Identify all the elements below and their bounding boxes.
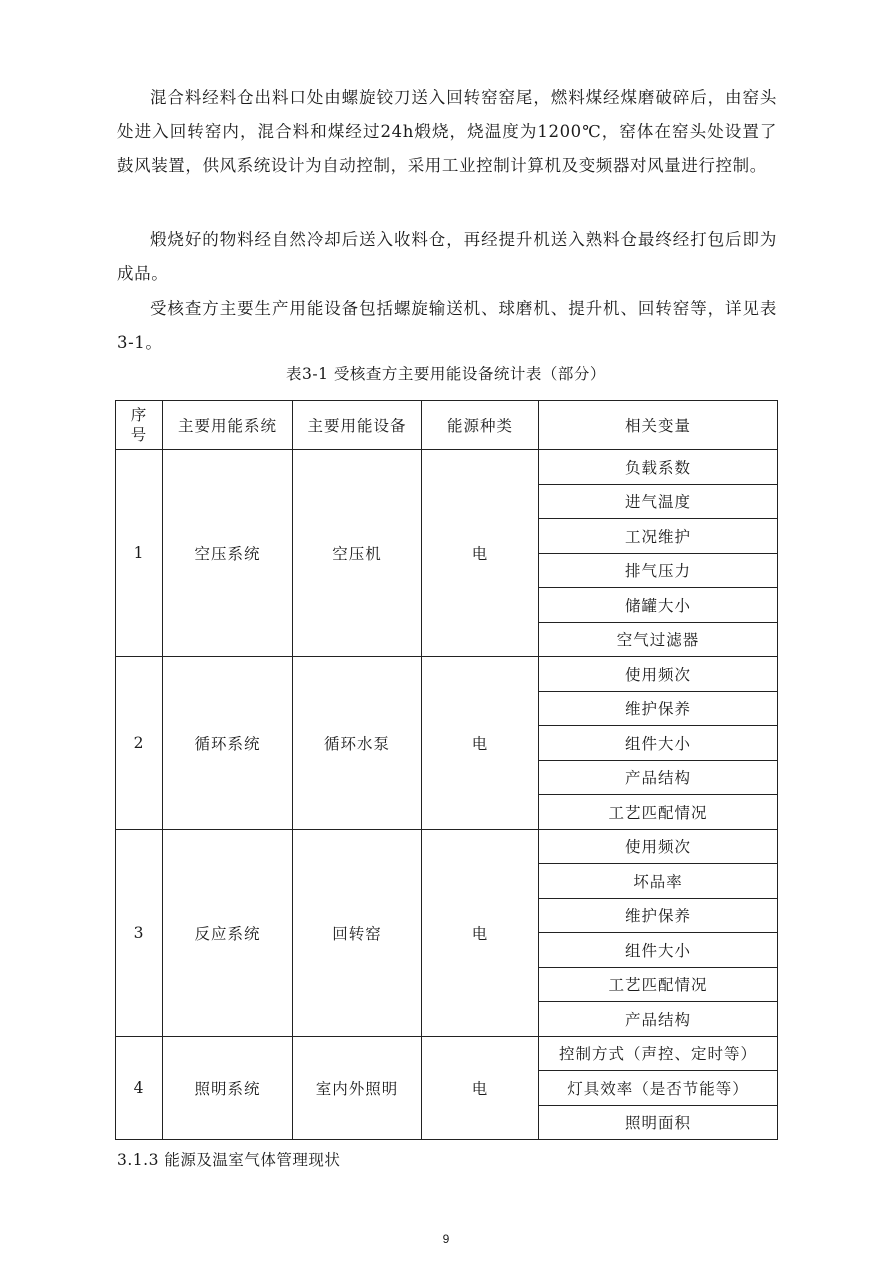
paragraph-process: 混合料经料仓出料口处由螺旋铰刀送入回转窑窑尾，燃料煤经煤磨破碎后，由窑头处进入回转窑内，混合料和煤经过24h煅烧，烧温度为1200℃，窑体在窑头处设置了鼓风装置，供风系统设计为自动控制，采用工业控制计算机及变频器对风量进行控制。 bbox=[117, 88, 777, 175]
cell-variable: 进气温度 bbox=[539, 484, 778, 519]
cell-variable: 工艺匹配情况 bbox=[539, 967, 778, 1002]
cell-system: 循环系统 bbox=[163, 657, 293, 830]
cell-variable: 储罐大小 bbox=[539, 588, 778, 623]
cell-variable: 产品结构 bbox=[539, 1002, 778, 1037]
cell-variable: 使用频次 bbox=[539, 829, 778, 864]
paragraph-equipment: 受核查方主要生产用能设备包括螺旋输送机、球磨机、提升机、回转窑等，详见表3-1。 bbox=[117, 299, 777, 352]
header-no: 序号 bbox=[116, 401, 163, 450]
table-row bbox=[116, 450, 778, 485]
cell-system: 空压系统 bbox=[163, 450, 293, 657]
cell-variable: 坏品率 bbox=[539, 864, 778, 899]
cell-system: 反应系统 bbox=[163, 829, 293, 1036]
cell-variable: 空气过滤器 bbox=[539, 622, 778, 657]
cell-equipment: 回转窑 bbox=[293, 829, 422, 1036]
header-variables: 相关变量 bbox=[539, 401, 778, 450]
energy-equipment-table bbox=[115, 400, 778, 1140]
table-row bbox=[116, 657, 778, 692]
cell-no: 4 bbox=[116, 1036, 163, 1140]
table-row bbox=[116, 829, 778, 864]
cell-no: 3 bbox=[116, 829, 163, 1036]
cell-variable: 组件大小 bbox=[539, 933, 778, 968]
cell-variable: 灯具效率（是否节能等） bbox=[539, 1071, 778, 1106]
header-energy: 能源种类 bbox=[422, 401, 539, 450]
cell-variable: 排气压力 bbox=[539, 553, 778, 588]
page-number: 9 bbox=[442, 1232, 450, 1246]
cell-energy: 电 bbox=[422, 1036, 539, 1140]
table-body bbox=[116, 450, 778, 1140]
table-caption: 表3-1 受核查方主要用能设备统计表（部分） bbox=[286, 365, 606, 383]
cell-variable: 使用频次 bbox=[539, 657, 778, 692]
header-system: 主要用能系统 bbox=[163, 401, 293, 450]
cell-equipment: 室内外照明 bbox=[293, 1036, 422, 1140]
cell-variable: 工艺匹配情况 bbox=[539, 795, 778, 830]
cell-energy: 电 bbox=[422, 450, 539, 657]
cell-variable: 产品结构 bbox=[539, 760, 778, 795]
cell-variable: 负载系数 bbox=[539, 450, 778, 485]
cell-equipment: 空压机 bbox=[293, 450, 422, 657]
cell-variable: 维护保养 bbox=[539, 898, 778, 933]
cell-variable: 控制方式（声控、定时等） bbox=[539, 1036, 778, 1071]
cell-variable: 工况维护 bbox=[539, 519, 778, 554]
cell-no: 1 bbox=[116, 450, 163, 657]
cell-energy: 电 bbox=[422, 829, 539, 1036]
cell-variable: 照明面积 bbox=[539, 1105, 778, 1140]
cell-no: 2 bbox=[116, 657, 163, 830]
section-heading: 3.1.3 能源及温室气体管理现状 bbox=[117, 1151, 341, 1169]
cell-variable: 组件大小 bbox=[539, 726, 778, 761]
header-equipment: 主要用能设备 bbox=[293, 401, 422, 450]
cell-energy: 电 bbox=[422, 657, 539, 830]
table-row bbox=[116, 1036, 778, 1071]
cell-variable: 维护保养 bbox=[539, 691, 778, 726]
table-header-row bbox=[116, 401, 778, 450]
cell-system: 照明系统 bbox=[163, 1036, 293, 1140]
paragraph-cooling: 煅烧好的物料经自然冷却后送入收料仓，再经提升机送入熟料仓最终经打包后即为成品。 bbox=[117, 230, 777, 283]
cell-equipment: 循环水泵 bbox=[293, 657, 422, 830]
